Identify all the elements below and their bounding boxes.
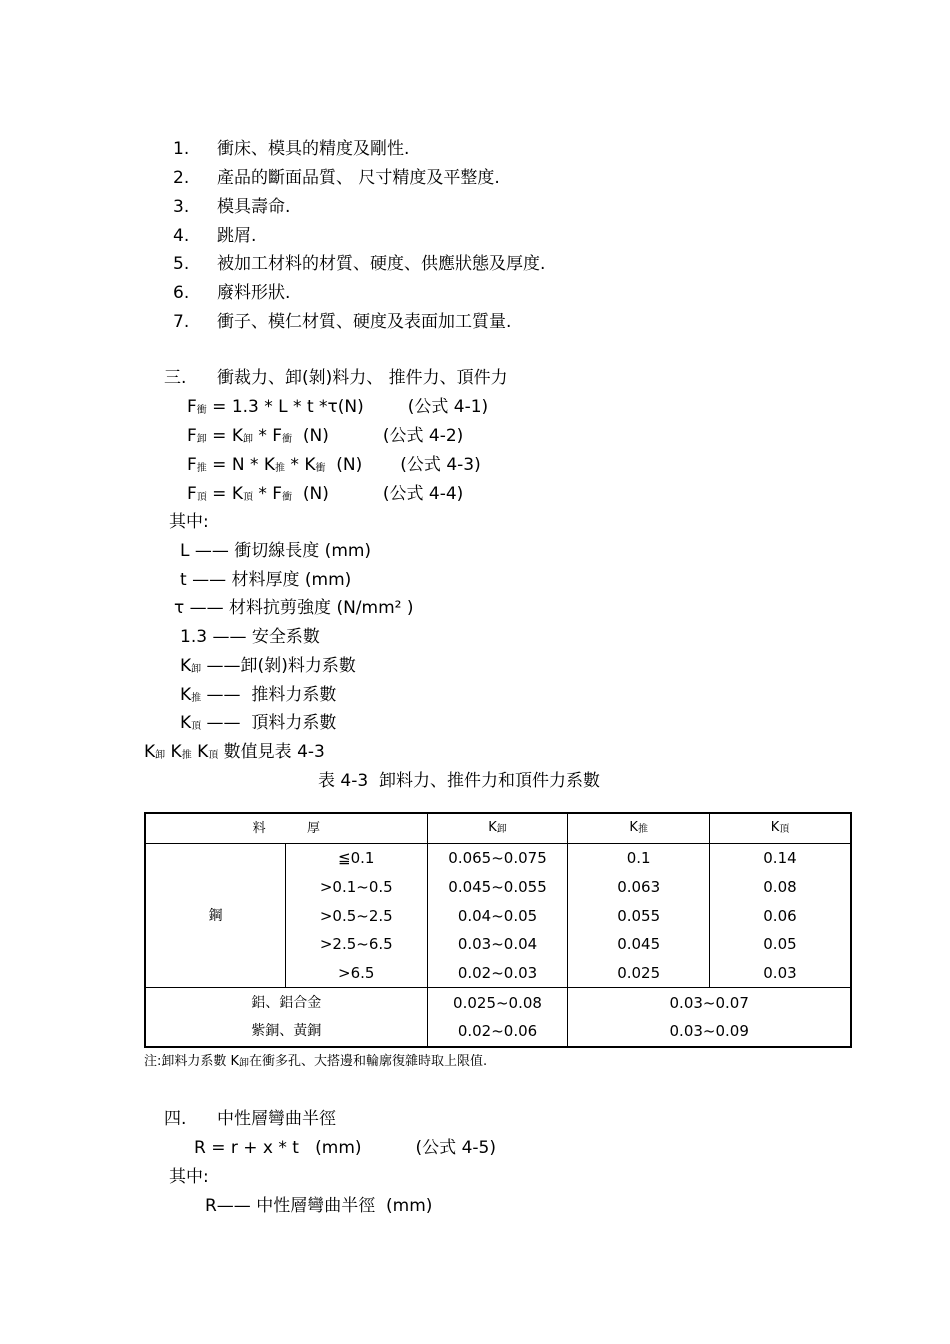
formula-4-3: $F_推 = N * K_推 * K_衝$ (N) (公式 4-3) <box>187 455 481 475</box>
def-k-eject: $K_頂$ —— 頂料力系數 <box>180 713 337 733</box>
formula-ref: (公式 4-5) <box>415 1138 496 1158</box>
formula-ref: (公式 4-1) <box>407 397 489 417</box>
list-item-text: 產品的斷面品質、 尺寸精度及平整度. <box>217 168 500 188</box>
table-cell: 0.04~0.05 <box>427 901 568 930</box>
table-cell: 0.03 <box>709 959 851 988</box>
list-item-number: 3. <box>173 197 190 217</box>
section-3-heading <box>164 368 508 388</box>
list-item <box>173 139 409 159</box>
list-item-text: 衝子、模仁材質、硬度及表面加工質量. <box>217 312 512 332</box>
where-label: 其中: <box>169 512 209 532</box>
table-cell: 0.02~0.06 <box>427 1017 568 1047</box>
list-item-text: 被加工材料的材質、硬度、供應狀態及厚度. <box>217 254 546 274</box>
table-cell: 0.025~0.08 <box>427 988 568 1017</box>
table-cell: 0.065~0.075 <box>427 844 568 873</box>
table-cell: 0.05 <box>709 930 851 959</box>
steel-label: 鋼 <box>208 907 223 924</box>
table-cell: 0.1 <box>568 844 710 873</box>
table-header-row <box>145 813 851 844</box>
formula-4-2: $F_卸 = K_卸 * F_衝$ (N) (公式 4-2) <box>187 426 464 446</box>
table-row <box>145 844 851 873</box>
section-number: 三. <box>164 368 187 388</box>
list-item-number: 4. <box>173 226 190 246</box>
table-cell: 紫銅、黃銅 <box>251 1023 322 1040</box>
table-note: 注:卸料力系數 $K_卸$在衝多孔、大搭邊和輪廓復雜時取上限值. <box>144 1054 488 1069</box>
list-item-number: 2. <box>173 168 190 188</box>
section-number: 四. <box>164 1109 187 1129</box>
table-cell: >0.1~0.5 <box>285 873 427 902</box>
def-tau: τ —— 材料抗剪強度 (N/mm² ) <box>174 598 414 618</box>
def-R: R—— 中性層彎曲半徑 (mm) <box>205 1196 433 1216</box>
table-cell: 0.055 <box>568 901 710 930</box>
table-cell: 0.03~0.04 <box>427 930 568 959</box>
see-table-note: $K_卸$ $K_推$ $K_頂$ 數值見表 4-3 <box>144 742 325 762</box>
table-cell: 0.08 <box>709 873 851 902</box>
header-k-unload: $K_卸$ <box>427 813 568 844</box>
table-caption: 表 4-3 卸料力、推件力和頂件力系數 <box>318 771 600 791</box>
table-cell: 鋁、鋁合金 <box>145 988 427 1017</box>
def-safety: 1.3 —— 安全系數 <box>180 627 320 647</box>
table-cell: 0.14 <box>709 844 851 873</box>
list-item-text: 廢料形狀. <box>217 283 291 303</box>
list-item-number: 7. <box>173 312 190 332</box>
list-item-text: 跳屑. <box>217 226 257 246</box>
table-cell: ≦0.1 <box>285 844 427 873</box>
list-item <box>173 197 290 217</box>
table-cell: 0.06 <box>709 901 851 930</box>
table-cell: 0.03~0.07 <box>568 988 851 1017</box>
header-k-push: $K_推$ <box>568 813 710 844</box>
table-cell: 0.045 <box>568 930 710 959</box>
table-cell: >0.5~2.5 <box>285 901 427 930</box>
table-cell: 0.063 <box>568 873 710 902</box>
list-item <box>173 283 290 303</box>
formula-ref: (公式 4-3) <box>400 455 481 475</box>
where-label: 其中: <box>169 1167 209 1187</box>
list-item-number: 6. <box>173 283 190 303</box>
def-k-push: $K_推$ —— 推料力系數 <box>180 685 337 705</box>
list-item-number: 1. <box>173 139 190 159</box>
table-row <box>145 988 851 1017</box>
table-cell: 0.02~0.03 <box>427 959 568 988</box>
def-L: L —— 衝切線長度 (mm) <box>180 541 372 561</box>
list-item-text: 衝床、模具的精度及剛性. <box>217 139 410 159</box>
list-item <box>173 254 545 274</box>
list-item-text: 模具壽命. <box>217 197 291 217</box>
section-4-heading <box>164 1109 336 1129</box>
table-cell: 0.03~0.09 <box>568 1017 851 1047</box>
formula-4-5 <box>194 1138 496 1158</box>
formula-ref: (公式 4-2) <box>382 426 464 446</box>
def-k-unload: $K_卸$ ——卸(剝)料力系數 <box>180 656 356 676</box>
header-thickness: 料 厚 <box>145 813 427 844</box>
formula-ref: (公式 4-4) <box>382 484 464 504</box>
coefficient-table <box>144 812 852 1048</box>
list-item <box>173 226 256 246</box>
list-item <box>173 168 500 188</box>
formula-4-1: $F_衝 = 1.3 * L * t$ *τ(N) (公式 4-1) <box>187 397 489 417</box>
section-title: 中性層彎曲半徑 <box>217 1109 336 1129</box>
header-k-eject: $K_頂$ <box>709 813 851 844</box>
table-cell: >6.5 <box>285 959 427 988</box>
table-cell: 0.025 <box>568 959 710 988</box>
def-t: t —— 材料厚度 (mm) <box>180 570 352 590</box>
table-cell: >2.5~6.5 <box>285 930 427 959</box>
table-row <box>145 1017 851 1047</box>
table-cell: 0.045~0.055 <box>427 873 568 902</box>
list-item-number: 5. <box>173 254 190 274</box>
list-item <box>173 312 511 332</box>
formula-body: R = r + x * t (mm) <box>194 1138 362 1158</box>
section-title: 衝裁力、卸(剝)料力、 推件力、頂件力 <box>217 368 508 388</box>
formula-4-4: $F_頂 = K_頂 * F_衝$ (N) (公式 4-4) <box>187 484 464 504</box>
